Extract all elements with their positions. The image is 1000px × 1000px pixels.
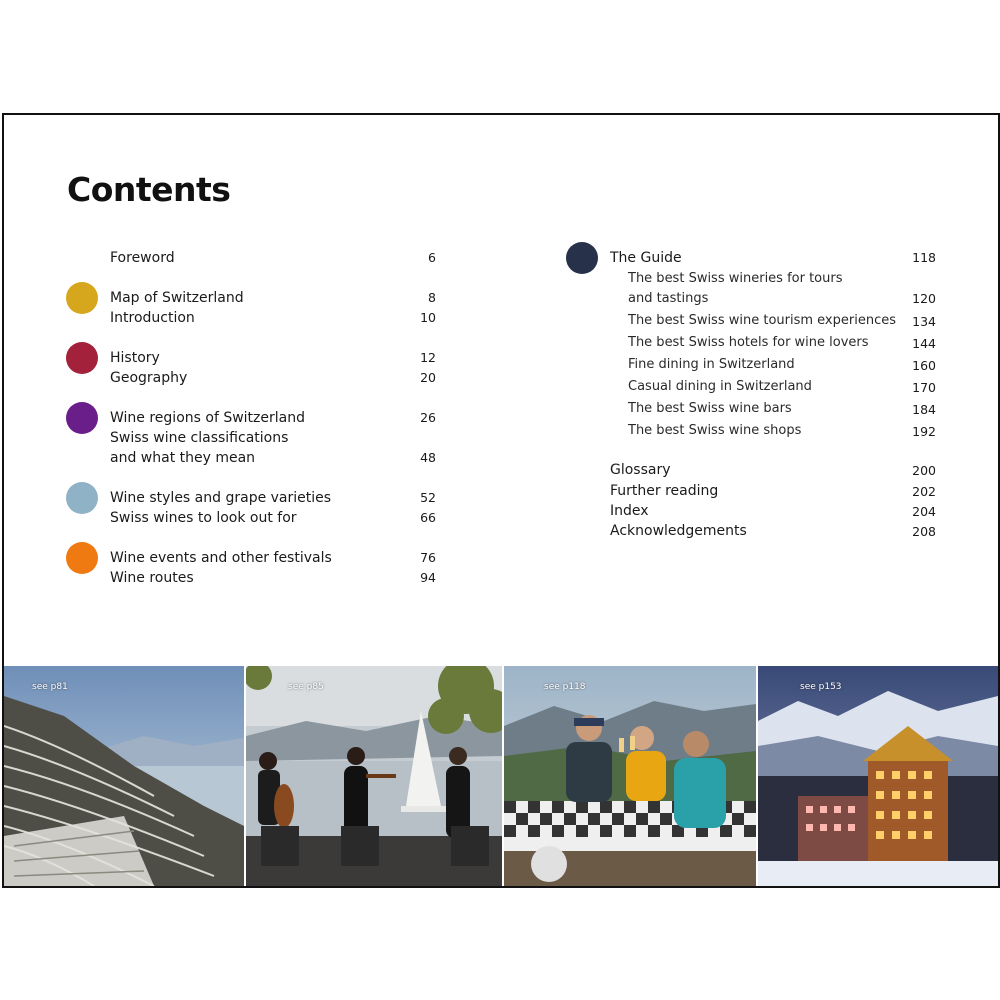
photo-lakeside-musicians	[246, 666, 502, 886]
page-number: 66	[420, 510, 436, 525]
toc-entry-history[interactable]: History	[110, 350, 160, 366]
page-number: 200	[912, 463, 936, 478]
section-dot-guide	[566, 242, 598, 274]
toc-entry-index[interactable]: Index	[610, 503, 649, 519]
section-dot-events	[66, 542, 98, 574]
page-number: 160	[912, 358, 936, 373]
toc-subentry-wine-shops[interactable]: The best Swiss wine shops	[628, 423, 802, 438]
toc-subentry-wine-bars[interactable]: The best Swiss wine bars	[628, 401, 792, 416]
photo-caption: see p118	[544, 682, 586, 692]
vineyard-terraces-image	[4, 666, 244, 886]
toc-entry-acknowledgements[interactable]: Acknowledgements	[610, 523, 747, 539]
page-number: 184	[912, 402, 936, 417]
section-dot-wine-styles	[66, 482, 98, 514]
page-number: 76	[420, 550, 436, 565]
photo-friends-toasting	[504, 666, 756, 886]
page-number: 52	[420, 490, 436, 505]
toc-entry-events[interactable]: Wine events and other festivals	[110, 550, 332, 566]
page-number: 8	[428, 290, 436, 305]
page-number: 120	[912, 291, 936, 306]
toc-subentry-tourism[interactable]: The best Swiss wine tourism experiences	[628, 313, 896, 328]
page-number: 12	[420, 350, 436, 365]
friends-toasting-image	[504, 666, 756, 886]
photo-caption: see p81	[32, 682, 68, 692]
toc-entry-geography[interactable]: Geography	[110, 370, 188, 386]
toc-subentry-tours[interactable]: The best Swiss wineries for tours	[628, 271, 843, 286]
page-number: 192	[912, 424, 936, 439]
page-number: 48	[420, 450, 436, 465]
page-number: 94	[420, 570, 436, 585]
page-number: 134	[912, 314, 936, 329]
toc-entry-wine-styles[interactable]: Wine styles and grape varieties	[110, 490, 332, 506]
toc-entry-further-reading[interactable]: Further reading	[610, 483, 719, 499]
toc-entry-look-out[interactable]: Swiss wines to look out for	[110, 510, 297, 526]
photo-caption: see p153	[800, 682, 842, 692]
page-number: 144	[912, 336, 936, 351]
section-dot-wine-regions	[66, 402, 98, 434]
page-number: 10	[420, 310, 436, 325]
contents-page	[2, 113, 1000, 888]
photo-vineyard-terraces	[4, 666, 244, 886]
page-number: 6	[428, 250, 436, 265]
page-number: 208	[912, 524, 936, 539]
photo-strip	[4, 666, 998, 886]
toc-entry-wine-regions[interactable]: Wine regions of Switzerland	[110, 410, 305, 426]
page-number: 118	[912, 250, 936, 265]
toc-subentry-fine-dining[interactable]: Fine dining in Switzerland	[628, 357, 795, 372]
toc-subentry-hotels[interactable]: The best Swiss hotels for wine lovers	[628, 335, 869, 350]
toc-entry-the-guide[interactable]: The Guide	[610, 250, 682, 266]
section-dot-history	[66, 342, 98, 374]
photo-grand-hotel	[758, 666, 998, 886]
lakeside-musicians-image	[246, 666, 502, 886]
toc-entry-classifications[interactable]: Swiss wine classifications	[110, 430, 289, 446]
photo-caption: see p85	[288, 682, 324, 692]
toc-subentry-casual-dining[interactable]: Casual dining in Switzerland	[628, 379, 812, 394]
page-number: 202	[912, 484, 936, 499]
section-dot-map	[66, 282, 98, 314]
toc-subentry-tours-cont[interactable]: and tastings	[628, 291, 709, 306]
toc-entry-classifications-cont[interactable]: and what they mean	[110, 450, 256, 466]
page-number: 204	[912, 504, 936, 519]
toc-entry-map[interactable]: Map of Switzerland	[110, 290, 244, 306]
grand-hotel-image	[758, 666, 998, 886]
toc-entry-glossary[interactable]: Glossary	[610, 462, 671, 478]
toc-entry-foreword[interactable]: Foreword	[110, 250, 175, 266]
page-number: 20	[420, 370, 436, 385]
page-number: 26	[420, 410, 436, 425]
toc-entry-introduction[interactable]: Introduction	[110, 310, 195, 326]
page-number: 170	[912, 380, 936, 395]
page-title: Contents	[67, 170, 231, 209]
toc-entry-wine-routes[interactable]: Wine routes	[110, 570, 194, 586]
